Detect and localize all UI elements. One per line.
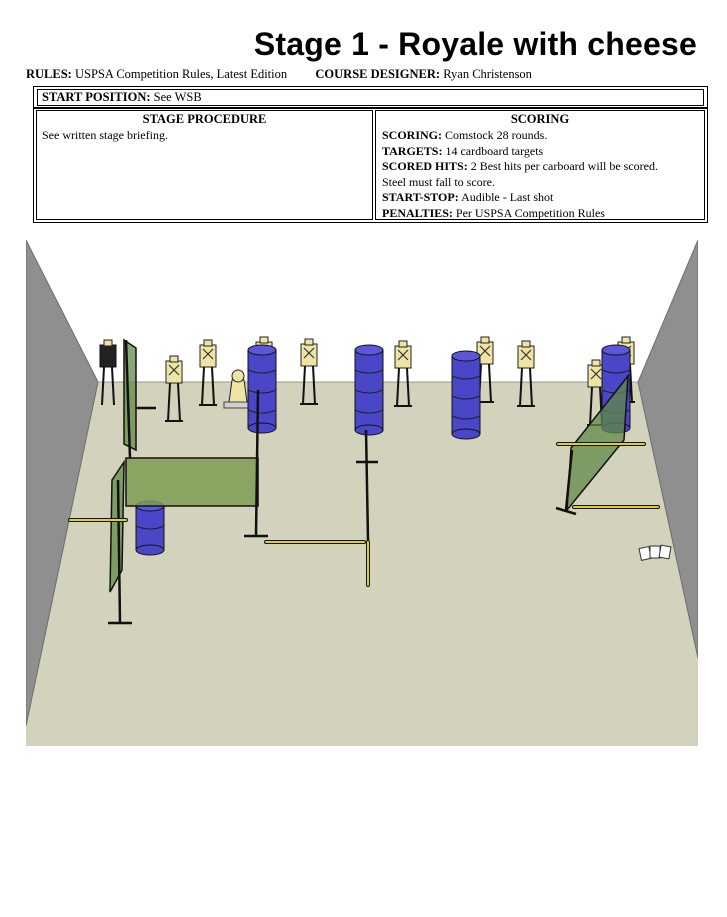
designer-value: Ryan Christenson	[443, 67, 532, 81]
scoring-line: START-STOP: Audible - Last shot	[382, 190, 554, 204]
rules-value: USPSA Competition Rules, Latest Edition	[74, 67, 288, 81]
start-position	[42, 90, 202, 105]
wall-panel	[126, 458, 258, 506]
stage-meta	[26, 67, 532, 82]
barrel-stack	[452, 351, 480, 439]
barrel-stack	[136, 501, 164, 555]
procedure-heading: STAGE PROCEDURE	[142, 112, 267, 126]
designer-label: COURSE DESIGNER:	[315, 67, 441, 81]
stage-title: Stage 1 - Royale with cheese	[253, 26, 697, 62]
stage-diagram	[26, 240, 698, 746]
start-position-value: See WSB	[153, 90, 202, 104]
no-shoot-marker	[639, 545, 671, 560]
rules-label: RULES:	[26, 67, 72, 81]
scoring-line: SCORING: Comstock 28 rounds.	[382, 128, 548, 142]
barrel-stack	[248, 345, 276, 433]
barrel-stack	[355, 345, 383, 435]
scoring-line: PENALTIES: Per USPSA Competition Rules	[382, 205, 605, 220]
procedure-text: See written stage briefing.	[42, 128, 168, 142]
scoring-heading: SCORING	[510, 112, 570, 126]
scoring-line: TARGETS: 14 cardboard targets	[382, 143, 544, 158]
scoring-line: Steel must fall to score.	[382, 174, 495, 189]
scoring-lines	[382, 128, 658, 221]
start-position-label: START POSITION:	[42, 90, 151, 104]
scoring-line: SCORED HITS: 2 Best hits per carboard will be scored.	[382, 159, 658, 173]
